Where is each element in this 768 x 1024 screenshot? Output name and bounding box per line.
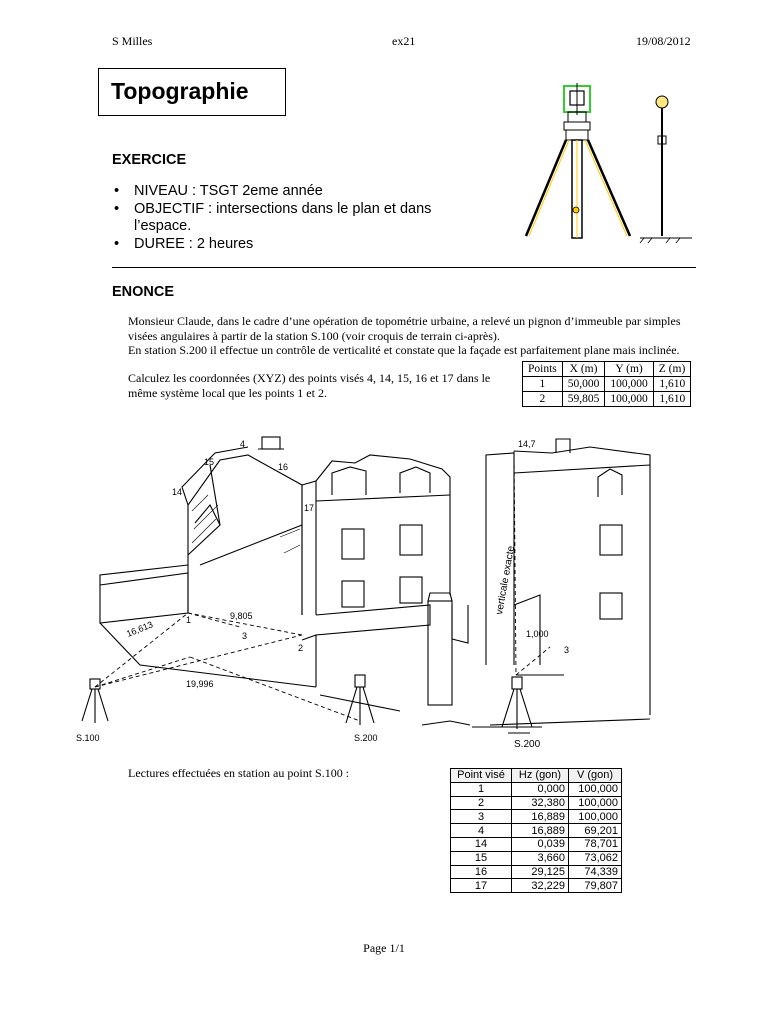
table-cell: 32,380: [512, 796, 569, 810]
list-item-duree: • DUREE : 2 heures: [112, 236, 472, 254]
table-cell: 29,125: [512, 865, 569, 879]
lectures-label: Lectures effectuées en station au point S.100 :: [128, 766, 350, 780]
label-distance-9805: 9,805: [230, 611, 253, 621]
table-row: [451, 810, 622, 824]
total-station-icon: [564, 83, 590, 140]
exercise-heading: EXERCICE: [112, 152, 187, 168]
header-ref: ex21: [392, 34, 416, 48]
header-date: 19/08/2012: [636, 34, 691, 48]
enonce-para-2: En station S.200 il effectue un contrôle de verticalité et constate que la façade est parfaitement plane mais inclinée.: [128, 343, 680, 357]
table-cell: 17: [451, 879, 512, 893]
table-cell: 16,889: [512, 810, 569, 824]
station-s200-vertical-icon: [502, 677, 532, 729]
table-header: Point visé: [451, 769, 512, 783]
label-point-3-vertical: 3: [564, 645, 570, 655]
readings-table: [450, 768, 622, 893]
table-header-row: [451, 769, 622, 783]
reflector-pole-icon: [640, 96, 692, 243]
table-cell: 16: [451, 865, 512, 879]
label-point-14: 14: [172, 487, 183, 497]
table-cell: 59,805: [562, 392, 605, 407]
header-author: S Milles: [112, 34, 153, 48]
table-row: [451, 851, 622, 865]
label-station-s100: S.100: [76, 733, 100, 743]
label-distance-19996: 19,996: [186, 679, 214, 689]
list-item-niveau: • NIVEAU : TSGT 2eme année: [112, 183, 472, 201]
table-cell: 1: [451, 782, 512, 796]
label-height-top: 14,7: [518, 439, 536, 449]
enonce-para-1: Monsieur Claude, dans le cadre d’une opération de topométrie urbaine, a relevé un pignon d’immeuble par simples visées angulaires à partir de la station S.100 (voir croquis de terrain ci-après).: [128, 314, 681, 343]
table-header: V (gon): [569, 769, 622, 783]
table-row: [523, 377, 691, 392]
page-title: Topographie: [111, 78, 249, 104]
enonce-heading: ENONCE: [112, 284, 175, 300]
table-cell: 1: [523, 377, 563, 392]
table-cell: 0,000: [512, 782, 569, 796]
label-point-15: 15: [204, 457, 215, 467]
section-divider: [112, 267, 696, 268]
table-cell: 78,701: [569, 837, 622, 851]
table-cell: 14: [451, 837, 512, 851]
page-footer: Page 1/1: [363, 941, 405, 955]
table-cell: 1,610: [653, 377, 691, 392]
table-cell: 79,807: [569, 879, 622, 893]
table-cell: 74,339: [569, 865, 622, 879]
table-cell: 50,000: [562, 377, 605, 392]
label-station-s200-vertical: S.200: [514, 739, 541, 750]
table-row: [451, 865, 622, 879]
table-cell: 2: [523, 392, 563, 407]
theodolite-illustration: [520, 78, 700, 246]
table-row: [451, 796, 622, 810]
table-cell: 3,660: [512, 851, 569, 865]
table-cell: 1,610: [653, 392, 691, 407]
table-cell: 100,000: [569, 796, 622, 810]
label-point-2: 2: [298, 643, 304, 653]
table-cell: 100,000: [569, 782, 622, 796]
table-header: X (m): [562, 362, 605, 377]
label-verticale-exacte: verticale exacte: [494, 545, 518, 616]
table-cell: 16,889: [512, 824, 569, 838]
table-cell: 3: [451, 810, 512, 824]
table-cell: 69,201: [569, 824, 622, 838]
label-distance-16613: 16,613: [125, 619, 155, 639]
list-item-objectif: • OBJECTIF : intersections dans le plan et dans l’espace.: [112, 201, 472, 236]
enonce-para-3: Calculez les coordonnées (XYZ) des points visés 4, 14, 15, 16 et 17 dans le même système local que les points 1 et 2.: [128, 371, 491, 400]
exercise-list: [112, 183, 472, 253]
table-cell: 73,062: [569, 851, 622, 865]
table-row: [523, 392, 691, 407]
label-point-16: 16: [278, 462, 289, 472]
table-header: Y (m): [605, 362, 653, 377]
table-cell: 2: [451, 796, 512, 810]
table-cell: 100,000: [569, 810, 622, 824]
points-table: [522, 361, 691, 407]
label-point-1: 1: [186, 615, 192, 625]
table-header-row: [523, 362, 691, 377]
label-point-17: 17: [304, 503, 315, 513]
field-sketch: [70, 425, 710, 755]
title-box: [98, 68, 286, 116]
table-cell: 32,229: [512, 879, 569, 893]
table-header: Z (m): [653, 362, 691, 377]
tripod-icon: [526, 140, 630, 238]
label-point-3: 3: [242, 631, 248, 641]
station-s100-icon: [82, 679, 108, 723]
table-row: [451, 782, 622, 796]
label-point-4: 4: [240, 439, 246, 449]
table-cell: 100,000: [605, 392, 653, 407]
label-height-1000: 1,000: [526, 629, 549, 639]
table-row: [451, 837, 622, 851]
label-station-s200: S.200: [354, 733, 378, 743]
table-header: Hz (gon): [512, 769, 569, 783]
table-cell: 100,000: [605, 377, 653, 392]
enonce-text: [128, 314, 688, 358]
table-cell: 15: [451, 851, 512, 865]
table-row: [451, 879, 622, 893]
building-sketch: [82, 437, 470, 725]
table-cell: 4: [451, 824, 512, 838]
table-cell: 0,039: [512, 837, 569, 851]
table-row: [451, 824, 622, 838]
table-header: Points: [523, 362, 563, 377]
